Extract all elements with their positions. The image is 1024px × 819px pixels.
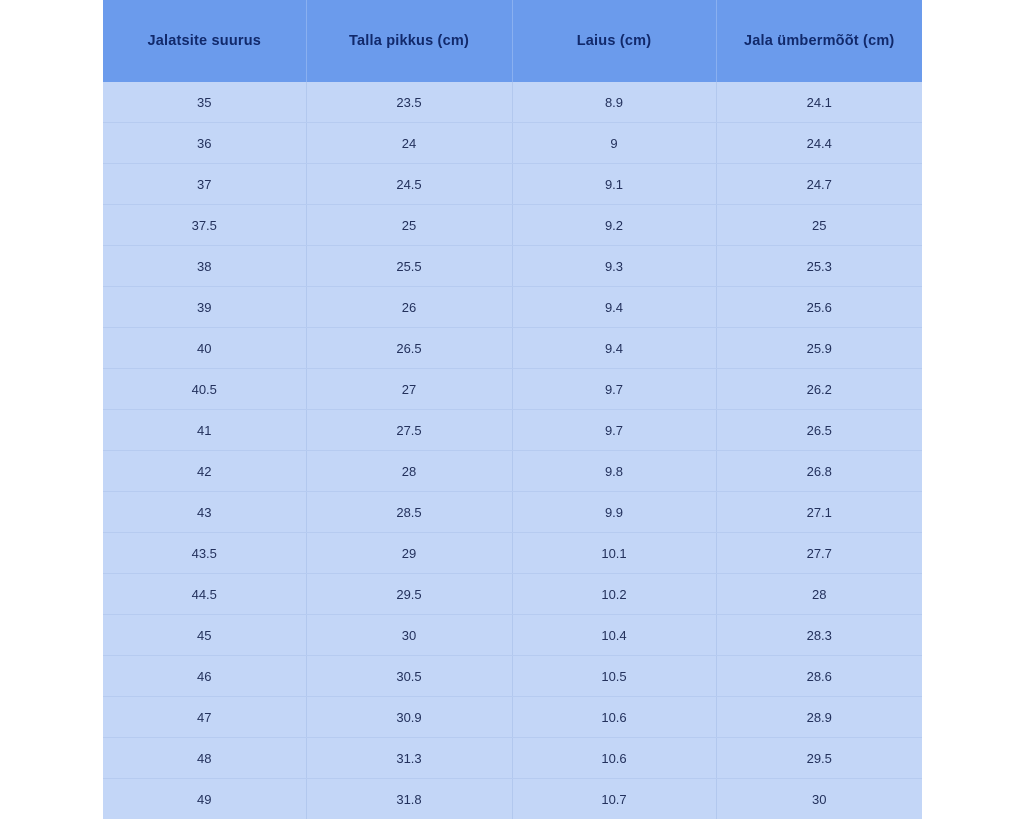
cell-width: 10.1 [512,533,716,574]
cell-foot-circumference: 28.9 [716,697,922,738]
cell-sole-length: 28 [306,451,512,492]
column-header-sole-length: Talla pikkus (cm) [306,0,512,82]
cell-foot-circumference: 25.3 [716,246,922,287]
cell-shoe-size: 39 [103,287,306,328]
cell-shoe-size: 38 [103,246,306,287]
cell-width: 10.6 [512,738,716,779]
shoe-size-table [103,0,922,819]
cell-width: 8.9 [512,82,716,123]
cell-width: 9.4 [512,287,716,328]
table-row [103,328,922,369]
cell-sole-length: 26 [306,287,512,328]
cell-width: 9.7 [512,369,716,410]
table-row [103,369,922,410]
column-header-shoe-size: Jalatsite suurus [103,0,306,82]
cell-width: 9 [512,123,716,164]
cell-foot-circumference: 29.5 [716,738,922,779]
cell-sole-length: 29 [306,533,512,574]
table-header-row [103,0,922,82]
table-row [103,205,922,246]
table-row [103,451,922,492]
cell-sole-length: 30.5 [306,656,512,697]
cell-width: 9.3 [512,246,716,287]
cell-foot-circumference: 24.7 [716,164,922,205]
cell-sole-length: 25.5 [306,246,512,287]
cell-foot-circumference: 28.3 [716,615,922,656]
cell-foot-circumference: 25.9 [716,328,922,369]
cell-shoe-size: 43.5 [103,533,306,574]
cell-shoe-size: 40.5 [103,369,306,410]
cell-sole-length: 27.5 [306,410,512,451]
cell-width: 9.7 [512,410,716,451]
cell-width: 9.4 [512,328,716,369]
cell-foot-circumference: 25.6 [716,287,922,328]
cell-width: 10.5 [512,656,716,697]
cell-foot-circumference: 27.1 [716,492,922,533]
column-header-foot-circumference: Jala ümbermõõt (cm) [716,0,922,82]
cell-foot-circumference: 24.4 [716,123,922,164]
cell-width: 10.7 [512,779,716,819]
cell-foot-circumference: 28 [716,574,922,615]
cell-width: 9.2 [512,205,716,246]
cell-sole-length: 25 [306,205,512,246]
cell-sole-length: 28.5 [306,492,512,533]
cell-sole-length: 24.5 [306,164,512,205]
table-row [103,738,922,779]
table-header [103,0,922,82]
cell-shoe-size: 37.5 [103,205,306,246]
table-row [103,615,922,656]
cell-shoe-size: 49 [103,779,306,819]
table-body [103,82,922,819]
cell-sole-length: 24 [306,123,512,164]
cell-shoe-size: 35 [103,82,306,123]
cell-foot-circumference: 30 [716,779,922,819]
cell-shoe-size: 47 [103,697,306,738]
cell-shoe-size: 36 [103,123,306,164]
table-row [103,656,922,697]
cell-foot-circumference: 24.1 [716,82,922,123]
cell-width: 9.8 [512,451,716,492]
cell-sole-length: 23.5 [306,82,512,123]
cell-sole-length: 31.8 [306,779,512,819]
table-row [103,779,922,819]
cell-foot-circumference: 27.7 [716,533,922,574]
cell-shoe-size: 42 [103,451,306,492]
cell-width: 9.9 [512,492,716,533]
cell-foot-circumference: 25 [716,205,922,246]
cell-foot-circumference: 26.5 [716,410,922,451]
column-header-width: Laius (cm) [512,0,716,82]
cell-sole-length: 30 [306,615,512,656]
table-row [103,246,922,287]
cell-shoe-size: 41 [103,410,306,451]
cell-sole-length: 30.9 [306,697,512,738]
cell-width: 10.4 [512,615,716,656]
cell-shoe-size: 48 [103,738,306,779]
table-row [103,287,922,328]
cell-shoe-size: 44.5 [103,574,306,615]
cell-shoe-size: 46 [103,656,306,697]
cell-sole-length: 31.3 [306,738,512,779]
table-row [103,164,922,205]
cell-foot-circumference: 26.2 [716,369,922,410]
cell-sole-length: 27 [306,369,512,410]
cell-width: 9.1 [512,164,716,205]
cell-shoe-size: 43 [103,492,306,533]
cell-shoe-size: 45 [103,615,306,656]
table-row [103,697,922,738]
cell-foot-circumference: 28.6 [716,656,922,697]
table-row [103,82,922,123]
cell-sole-length: 26.5 [306,328,512,369]
cell-foot-circumference: 26.8 [716,451,922,492]
table-row [103,574,922,615]
table-row [103,123,922,164]
cell-width: 10.2 [512,574,716,615]
size-chart-container [103,0,922,768]
table-row [103,410,922,451]
table-row [103,533,922,574]
table-row [103,492,922,533]
cell-sole-length: 29.5 [306,574,512,615]
cell-width: 10.6 [512,697,716,738]
cell-shoe-size: 37 [103,164,306,205]
cell-shoe-size: 40 [103,328,306,369]
